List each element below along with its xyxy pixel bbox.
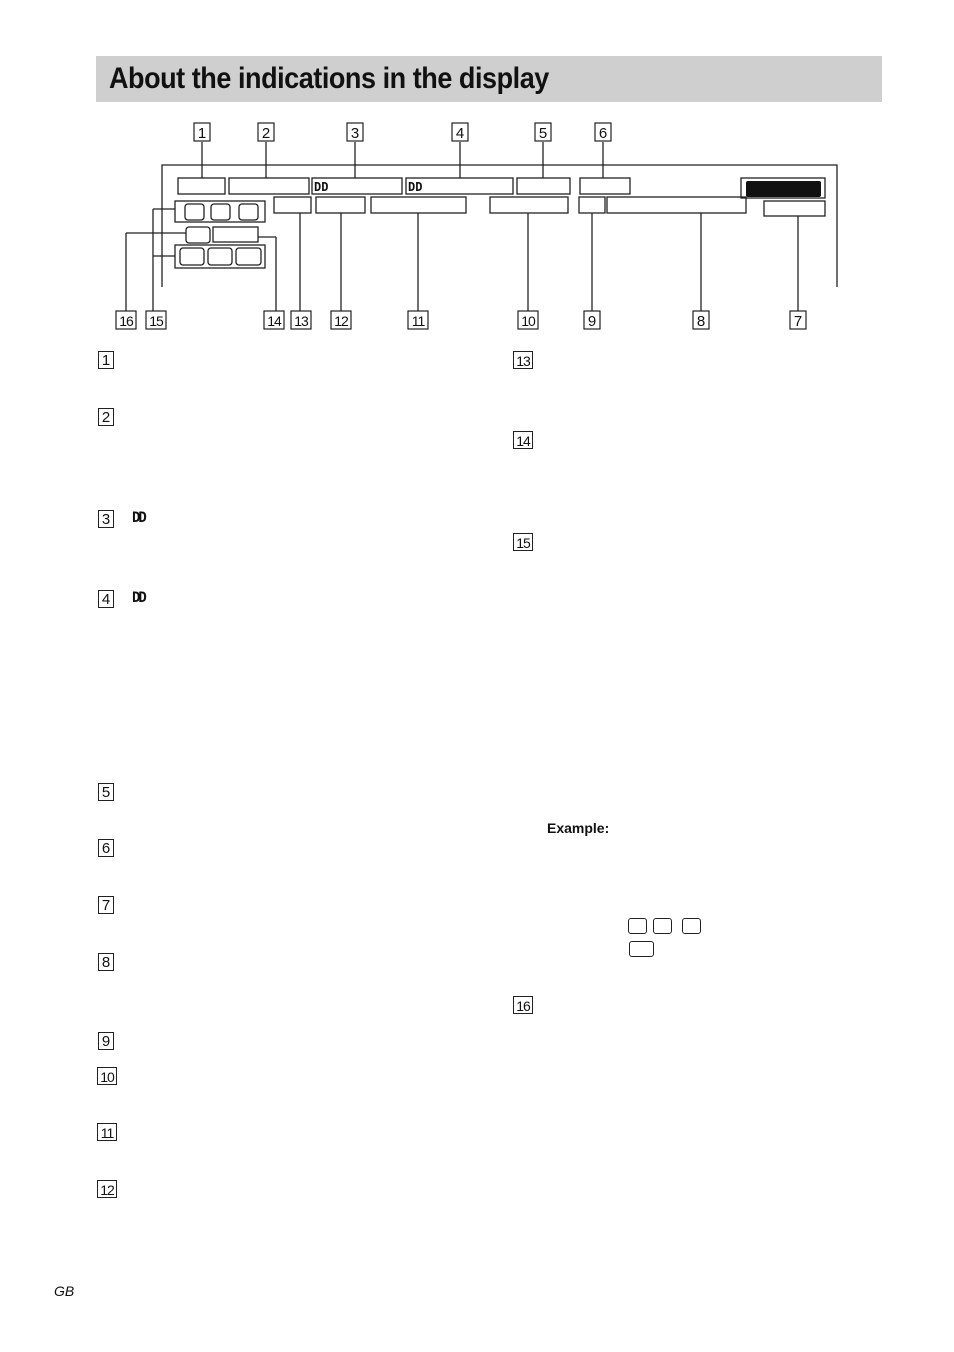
dolby-mark-3: DD [314,180,329,194]
list-marker-4: 4 [98,590,114,608]
segment-1 [178,178,225,194]
callout-top-2: 2 [261,125,271,142]
speaker-front-left [185,204,204,220]
speaker-icon-front-left [628,918,647,934]
list-marker-14: 14 [513,431,533,449]
segment-6 [580,178,630,194]
example-label: Example: [547,820,610,836]
segment-9 [579,197,605,213]
callout-top-3: 3 [350,125,360,142]
segment-5 [517,178,570,194]
callout-bottom-12: 12 [334,313,348,329]
callout-bottom-11: 11 [411,313,425,329]
list-marker-15: 15 [513,533,533,551]
segment-11 [371,197,466,213]
callout-bottom-9: 9 [587,313,597,330]
callout-bottom-13: 13 [294,313,308,329]
segment-2 [229,178,309,194]
list-marker-13: 13 [513,351,533,369]
dolby-icon: DD [132,510,145,526]
list-marker-9: 9 [98,1032,114,1050]
segment-12 [316,197,365,213]
list-marker-3: 3 [98,510,114,528]
callout-bottom-15: 15 [149,313,163,329]
callout-bottom-8: 8 [696,313,706,330]
page-title: About the indications in the display [109,62,549,95]
segment-8 [607,197,746,213]
list-marker-10: 10 [97,1067,117,1085]
list-marker-8: 8 [98,953,114,971]
speaker-surround-right [236,248,261,265]
list-marker-5: 5 [98,783,114,801]
display-diagram [0,110,954,340]
speaker-surround-back [208,248,232,265]
callout-top-6: 6 [598,125,608,142]
footer-gb: GB [54,1283,75,1299]
title-bar [96,56,882,102]
speaker-center [211,204,230,220]
list-marker-11: 11 [97,1123,117,1141]
list-marker-6: 6 [98,839,114,857]
list-marker-16: 16 [513,996,533,1014]
callout-top-5: 5 [538,125,548,142]
segment-13 [274,197,311,213]
list-marker-12: 12 [97,1180,117,1198]
callout-bottom-14: 14 [267,313,281,329]
callout-bottom-16: 16 [119,313,133,329]
segment-7 [764,201,825,216]
speaker-icon-center [653,918,672,934]
segment-7-fill [746,181,821,197]
display-outline [162,165,837,287]
speaker-icon-front-right [682,918,701,934]
speaker-front-right [239,204,258,220]
callout-bottom-7: 7 [793,313,803,330]
callout-bottom-10: 10 [521,313,535,329]
speaker-icon-sub [629,941,654,957]
callout-top-4: 4 [455,125,465,142]
list-marker-2: 2 [98,408,114,426]
dolby-mark-4: DD [408,180,423,194]
list-marker-7: 7 [98,896,114,914]
callout-top-1: 1 [197,125,207,142]
segment-10 [490,197,568,213]
speaker-surround-left [180,248,204,265]
dolby-icon: DD [132,590,145,606]
speaker-sub [186,227,210,243]
list-marker-1: 1 [98,351,114,369]
speaker-lfe [213,227,258,242]
